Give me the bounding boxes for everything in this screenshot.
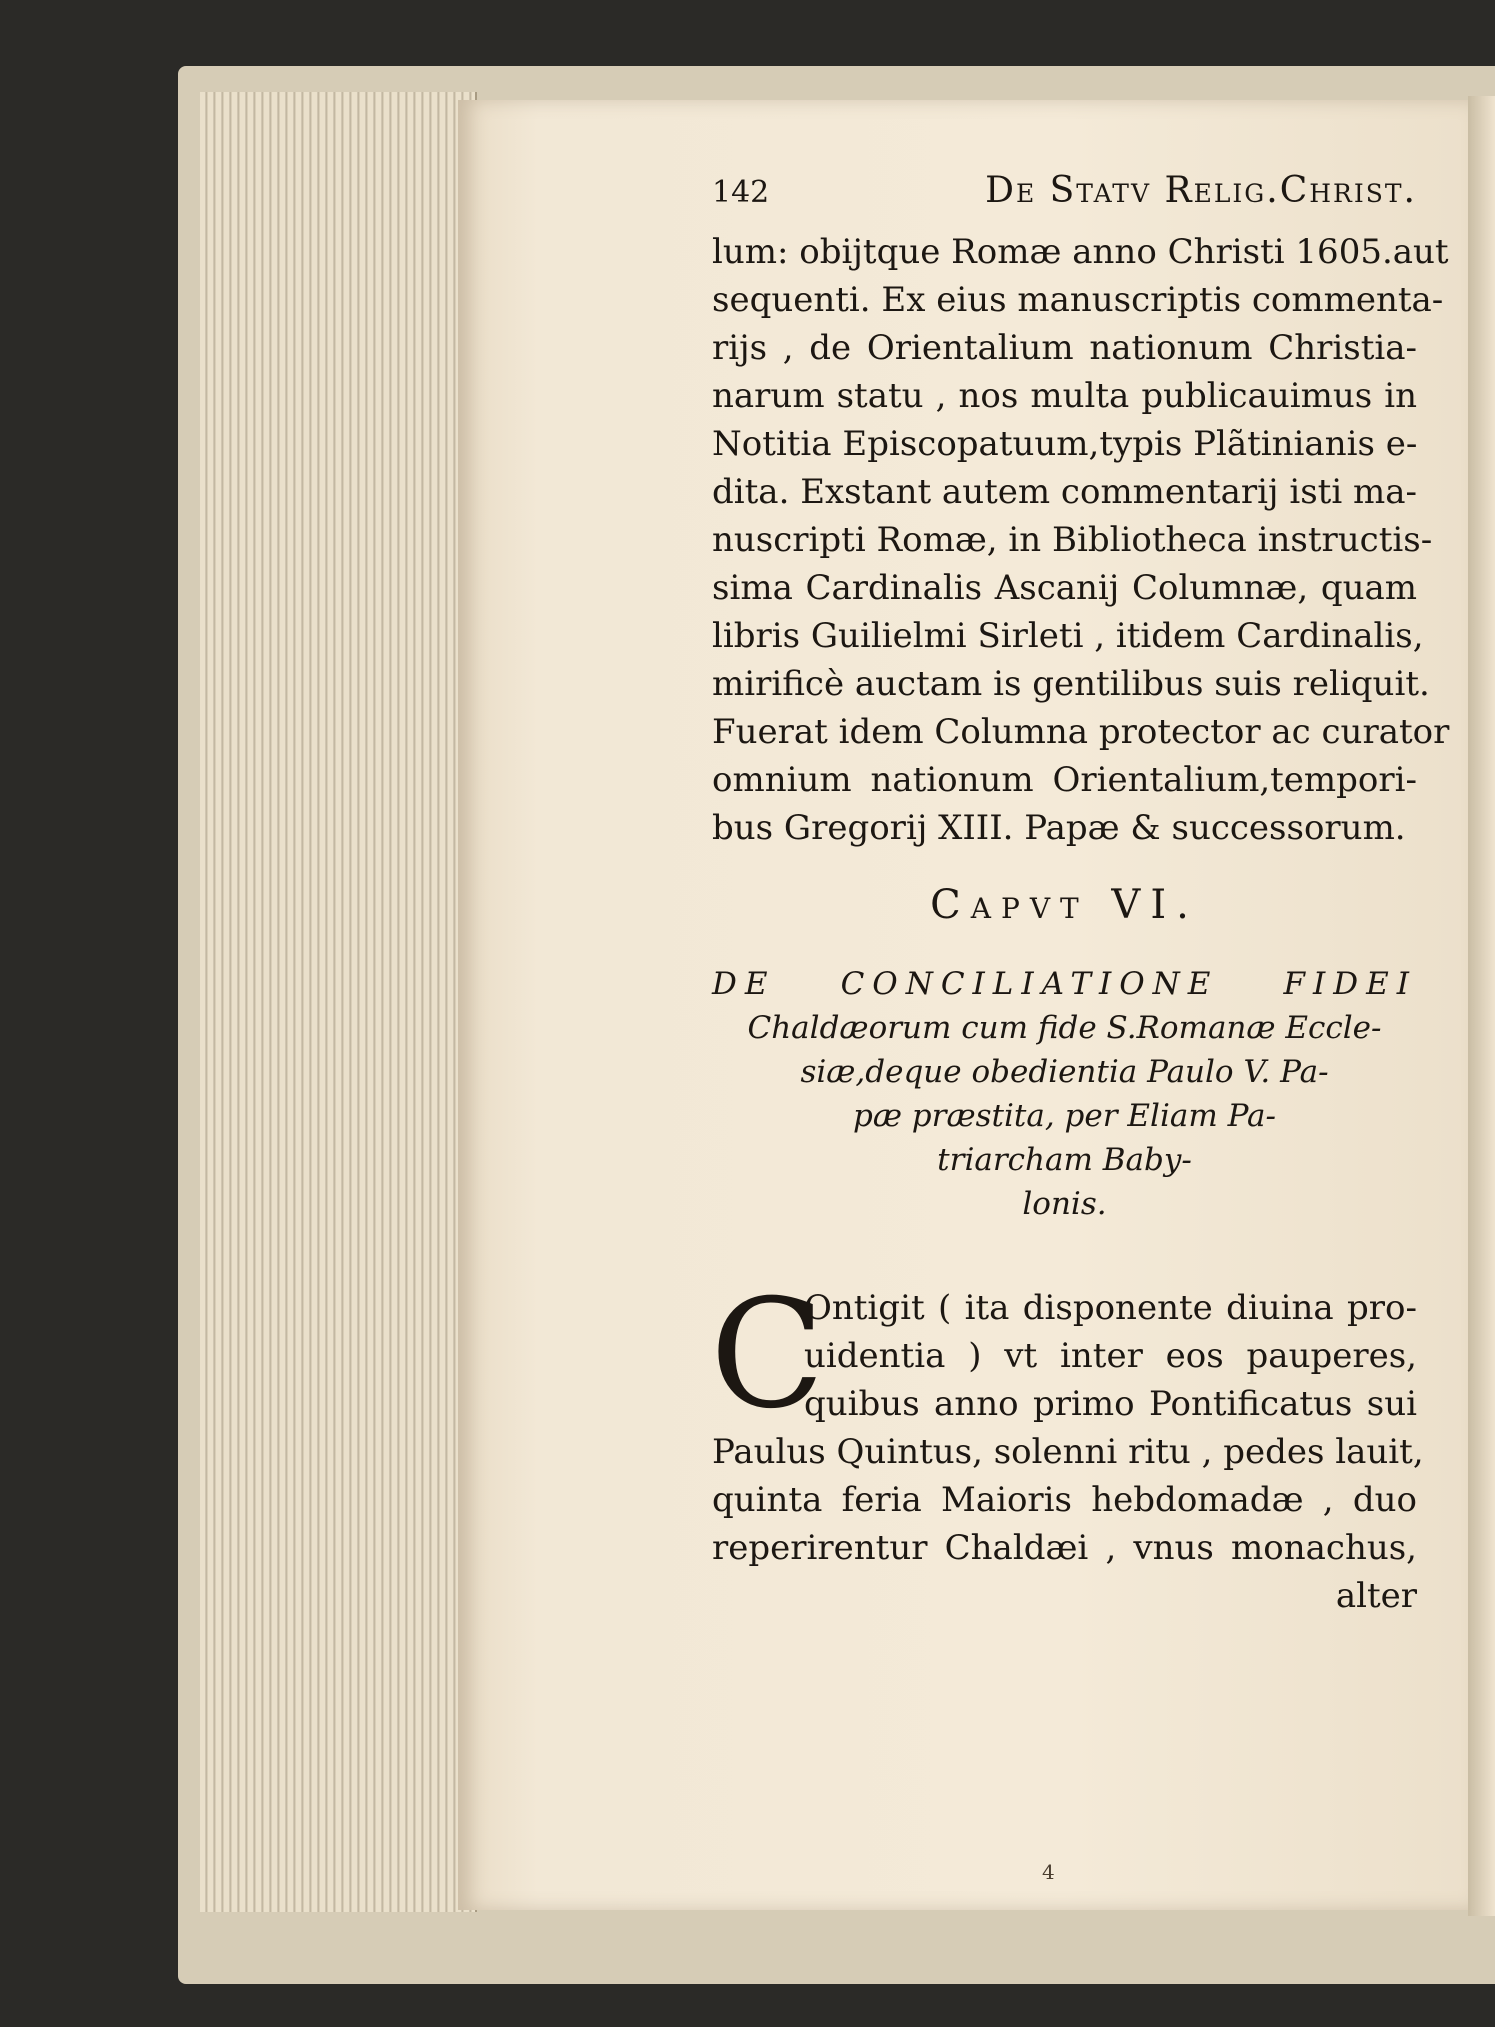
text-line: quibus anno primo Pontificatus sui — [804, 1384, 1417, 1424]
page-number: 142 — [712, 175, 770, 210]
text-line: Ontigit ( ita disponente diuina pro- — [804, 1288, 1417, 1328]
title-line: triarcham Baby- — [937, 1142, 1192, 1178]
text-line: libris Guilielmi Sirleti , itidem Cardinalis, — [712, 616, 1424, 656]
title-line: lonis. — [1022, 1186, 1107, 1222]
text-line: uidentia ) vt inter eos pauperes, — [804, 1336, 1417, 1376]
facing-page-edge — [1468, 96, 1495, 1916]
text-line: reperirentur Chaldæi , vnus monachus, — [712, 1528, 1417, 1568]
text-line: lum: obijtque Romæ anno Christi 1605.aut — [712, 232, 1449, 272]
paragraph-1 — [712, 228, 1450, 852]
title-line: siæ,deque obedientia Paulo V. Pa- — [800, 1054, 1329, 1090]
text-line: bus Gregorij XIII. Papæ & successorum. — [712, 808, 1406, 848]
text-line: rijs , de Orientalium nationum Christia- — [712, 328, 1417, 368]
text-line: Paulus Quintus, solenni ritu , pedes lauit, — [712, 1432, 1424, 1472]
drop-cap: C — [710, 1268, 825, 1442]
page-edges — [200, 92, 477, 1912]
text-line: sima Cardinalis Ascanij Columnæ, quam — [712, 568, 1417, 608]
text-line: narum statu , nos multa publicauimus in — [712, 376, 1417, 416]
text-line: sequenti. Ex eius manuscriptis commenta- — [712, 280, 1444, 320]
text-line: quinta feria Maioris hebdomadæ , duo — [712, 1480, 1417, 1520]
text-block — [710, 170, 1450, 1620]
running-title: De Statv Relig.Christ. — [985, 170, 1417, 211]
title-line: DE CONCILIATIONE FIDEI — [712, 966, 1417, 1002]
text-line: dita. Exstant autem commentarij isti ma- — [712, 472, 1418, 512]
text-line: Notitia Episcopatuum,typis Plãtinianis e- — [712, 424, 1418, 464]
text-line: Fuerat idem Columna protector ac curator — [712, 712, 1450, 752]
title-line: Chaldæorum cum fide S.Romanæ Eccle- — [747, 1010, 1382, 1046]
text-line: omnium nationum Orientalium,tempori- — [712, 760, 1417, 800]
chapter-title — [712, 962, 1417, 1226]
text-line: nuscripti Romæ, in Bibliotheca instructis- — [712, 520, 1433, 560]
title-line: pæ præstita, per Eliam Pa- — [852, 1098, 1277, 1134]
signature-mark: 4 — [1042, 1860, 1055, 1884]
running-header — [712, 170, 1417, 220]
text-line: mirificè auctam is gentilibus suis reliquit. — [712, 664, 1430, 704]
paragraph-2 — [710, 1268, 1424, 1620]
chapter-heading: Capvt VI. — [930, 882, 1199, 928]
catchword: alter — [1335, 1576, 1417, 1616]
